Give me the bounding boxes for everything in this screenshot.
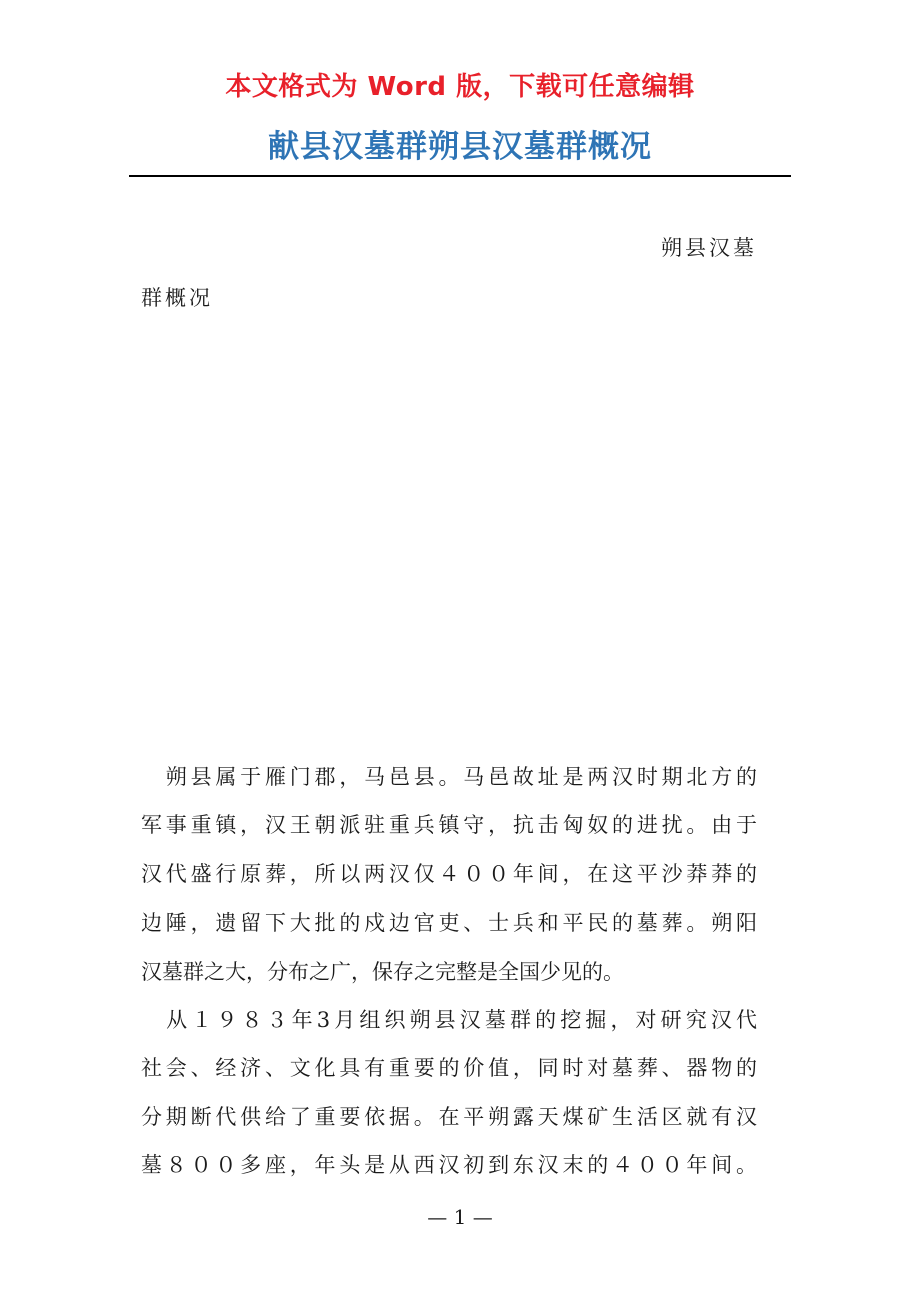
paragraph-2-line-1: 从１９８３年3月组织朔县汉墓群的挖掘，对研究汉代 xyxy=(141,1008,757,1032)
download-notice-banner: 本文格式为 Word 版，下载可任意编辑 xyxy=(225,72,695,102)
header-divider xyxy=(129,175,791,177)
subtitle-line-2: 群概况 xyxy=(141,286,213,310)
paragraph-1-line-3: 汉代盛行原葬，所以两汉仅４００年间，在这平沙莽莽的 xyxy=(141,862,757,886)
paragraph-1-line-1: 朔县属于雁门郡，马邑县。马邑故址是两汉时期北方的 xyxy=(141,765,757,789)
subtitle-line-1: 朔县汉墓 xyxy=(661,236,757,260)
page-number: — 1 — xyxy=(427,1205,493,1229)
paragraph-1-line-4: 边陲，遗留下大批的戍边官吏、士兵和平民的墓葬。朔阳 xyxy=(141,911,757,935)
paragraph-2-line-2: 社会、经济、文化具有重要的价值，同时对墓葬、器物的 xyxy=(141,1056,757,1080)
paragraph-2-line-4: 墓８００多座，年头是从西汉初到东汉末的４００年间。 xyxy=(141,1153,757,1177)
paragraph-1-line-5: 汉墓群之大，分布之广，保存之完整是全国少见的。 xyxy=(141,960,624,984)
document-title: 献县汉墓群朔县汉墓群概况 xyxy=(268,129,652,165)
paragraph-1-line-2: 军事重镇，汉王朝派驻重兵镇守，抗击匈奴的进扰。由于 xyxy=(141,813,757,837)
paragraph-2-line-3: 分期断代供给了重要依据。在平朔露天煤矿生活区就有汉 xyxy=(141,1105,757,1129)
